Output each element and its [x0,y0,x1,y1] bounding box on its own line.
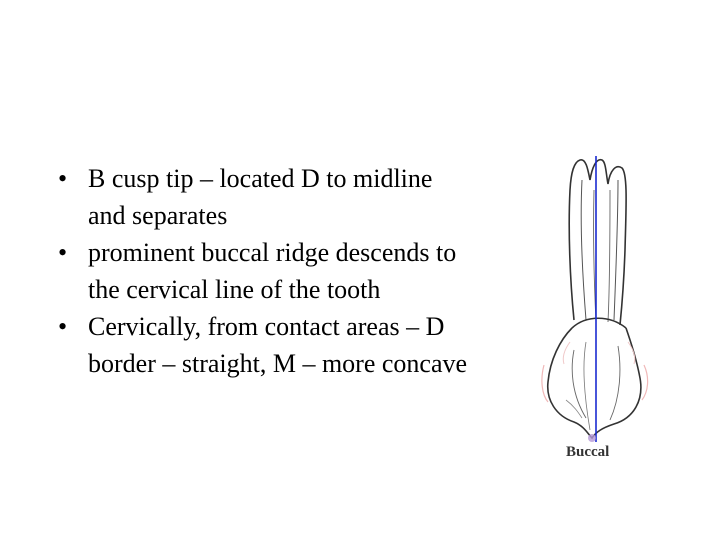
bullet-dot: • [58,164,68,193]
bullet-text: Cervically, from contact areas – D border – straight, M – more concave [88,312,468,378]
bullet-item [54,308,474,382]
bullet-list [54,160,474,382]
tooth-crown [548,328,641,438]
bullet-text: prominent buccal ridge descends to the cervical line of the tooth [88,238,457,304]
bullet-item [54,160,474,234]
tooth-drawing [530,150,670,450]
bullet-dot: • [58,312,68,341]
cervical-line [572,318,626,328]
cusp-tip-marker [588,434,596,442]
bullet-dot: • [58,238,68,267]
figure-label: Buccal [566,444,610,460]
bullet-item [54,234,474,308]
tooth-illustration [530,150,670,470]
bullet-text: B cusp tip – located D to midline and separates [88,164,433,230]
